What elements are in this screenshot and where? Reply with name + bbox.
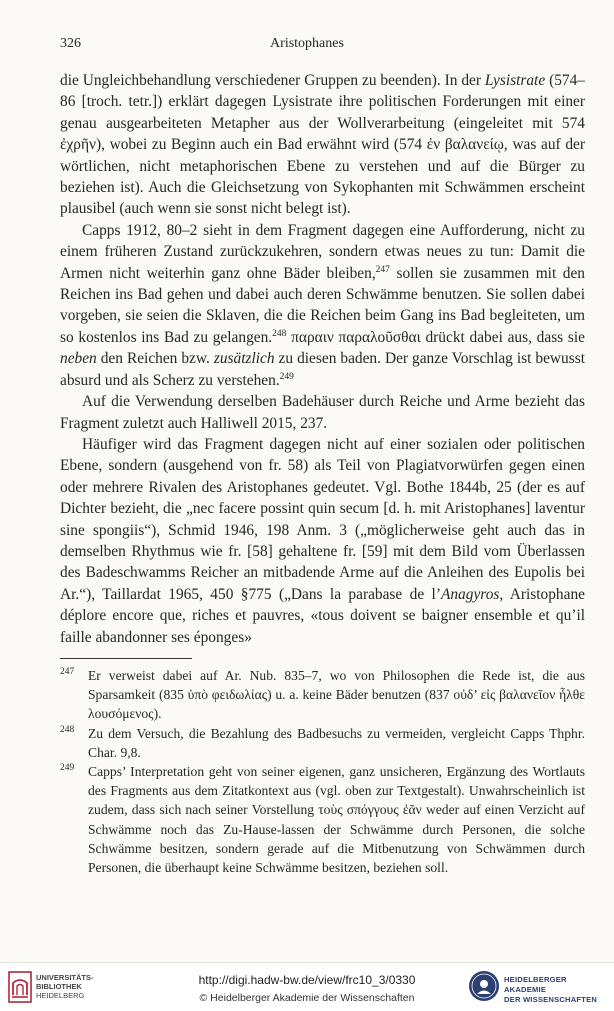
text-run: (574–86 [troch. tetr.]) erklärt dagegen Lysistrate ihre politischen Forderungen mit einer genau ausgearbeiteten Metapher aus der Wollverarbeitung (eingeleitet mit 574 ἐχρῆν), wobei zu Beginn auch ein Bad erwähnt wird (574 ἐν βαλανείῳ, was auf der wörtlichen, nicht metaphorischen Ebene zu verstehen und auf die Bürger zu beziehen ist). Auch die Gleichsetzung von Sykophanten mit Schwämmen erscheint plausibel (auch wenn sie sonst nicht belegt ist). <box>60 72 585 218</box>
footnote-text: Er verweist dabei auf Ar. Nub. 835–7, wo von Philosophen die Rede ist, die aus Sparsamkeit (835 ὑπὸ φειδωλίας) u. a. keine Bäder benutzen (837 οὐδ’ εἰς βαλανεῖον ἦλθε λουσόμενος). <box>88 668 585 722</box>
logo-line: DER WISSENSCHAFTEN <box>504 995 598 1004</box>
footnote-number: 248 <box>60 724 75 735</box>
copyright-notice: © Heidelberger Akademie der Wissenschaften <box>199 992 415 1004</box>
logo-line: BIBLIOTHEK <box>36 982 82 991</box>
text-run: sollen sie zusammen mit den Reichen ins Bad gehen und dabei auch deren Schwämme benutzen. Sie sollen dabei vorgeben, sie seien die Sklaven, die die Reichen beim Gang ins Bad begleiteten, um so kostenlos ins Bad zu gelangen. <box>60 264 585 346</box>
logo-line: HEIDELBERGER AKADEMIE <box>504 975 567 994</box>
emphasis-lysistrate: Lysistrate <box>484 72 546 89</box>
text-run: Capps 1912, 80–2 sieht in dem Fragment dagegen eine Aufforderung, nicht zu einem früheren Zustand zurückzukehren, sondern etwas neues zu tun: Damit die Armen nicht weiterhin ganz ohne Bäder bleiben, <box>60 221 585 282</box>
text-run: den Reichen bzw. <box>96 350 214 368</box>
academy-seal-icon <box>468 970 500 1002</box>
footnote-text: Capps’ Interpretation geht von seiner eigenen, ganz unsicheren, Ergänzung des Wortlauts des Fragments aus dem Zitatkontext aus (vgl. oben zur Textgestalt). Unwahrscheinlich ist zudem, dass sich nach seiner Vorstellung τοὺς σπόγγους ἐᾶν weder auf einen Verzicht auf Schwämme noch das Zu-Hause-lassen der Schwämme durch Personen, die solche Schwämme besitzen, sondern gerade auf die Mitbenutzung von Schwämmen durch Personen, die überhaupt keine Schwämme besitzen, beziehen soll. <box>88 764 585 876</box>
footnote-rule <box>60 658 192 659</box>
footnote-248 <box>60 724 585 762</box>
footnote-number: 249 <box>60 763 75 774</box>
footnote-number: 247 <box>60 667 75 677</box>
viewer-footer <box>0 962 614 1011</box>
academy-logo[interactable] <box>468 970 608 1004</box>
text-run: Häufiger wird das Fragment dagegen nicht auf einer sozialen oder politischen Ebene, sondern (ausgehend von fr. 58) als Teil von Plagiatvorwürfen gegen einen oder mehrere Rivalen des Aristophanes gedeutet. Vgl. Bothe 1844b, 25 (der es auf Dichter bezieht, die „nec facere possint quin secum [d. h. mit Aristophanes] laventur sine spongiis“), Schmid 1946, 198 Anm. 3 („möglicherweise geht auch das in demselben Rhythmus wie fr. [58] gehaltene fr. [59] mit dem Bild vom Überlassen des Badeschwamms Reicher an mitbadende Arme auf die Anleihen des Eupolis bei Ar.“), Taillardat 1965, 450 §775 („Dans la parabase de l’ <box>60 435 585 603</box>
paragraph-3: Auf die Verwendung derselben Badehäuser durch Reiche und Arme bezieht das Fragment zuletzt auch Halliwell 2015, 237. <box>60 393 585 432</box>
paragraph-4 <box>60 434 585 648</box>
text-run: παραιν παραλοῦσθαι drückt dabei aus, dass sie <box>286 328 585 346</box>
page-header <box>60 36 554 58</box>
footnote-ref-247[interactable]: 247 <box>375 264 390 275</box>
permalink[interactable]: http://digi.hadw-bw.de/view/frc10_3/0330 <box>198 973 416 987</box>
footnote-249 <box>60 762 585 877</box>
emphasis-neben: neben <box>60 350 97 368</box>
academy-label <box>504 975 608 1005</box>
emphasis-zusaetzlich: zusätzlich <box>213 350 275 368</box>
emphasis-anagyros: Anagyros <box>440 585 500 603</box>
footnote-text: Zu dem Versuch, die Bezahlung des Badbesuchs zu vermeiden, vergleicht Capps Thphr. Char. 9,8. <box>88 725 585 760</box>
logo-line: UNIVERSITÄTS- <box>36 973 94 982</box>
paragraph-2 <box>60 220 585 391</box>
footnote-ref-248[interactable]: 248 <box>272 328 287 339</box>
text-run: , Aristophane déplore encore que, riches et pauvres, «tous doivent se baigner ensemble et qu’il faille abandonner ses éponges» <box>60 585 585 646</box>
text-run: zu diesen baden. Der ganze Vorschlag ist bewusst absurd und als Scherz zu verstehen. <box>60 350 585 389</box>
paragraph-1 <box>60 70 585 220</box>
running-title: Aristophanes <box>270 36 344 51</box>
logo-line: HEIDELBERG <box>36 991 85 1000</box>
main-text <box>60 70 585 648</box>
footnotes <box>60 666 585 877</box>
text-run: die Ungleichbehandlung verschiedener Gruppen zu beenden). In der <box>60 72 485 89</box>
footnote-247 <box>60 666 585 724</box>
footnote-ref-249[interactable]: 249 <box>279 371 294 382</box>
page-number: 326 <box>60 36 81 51</box>
